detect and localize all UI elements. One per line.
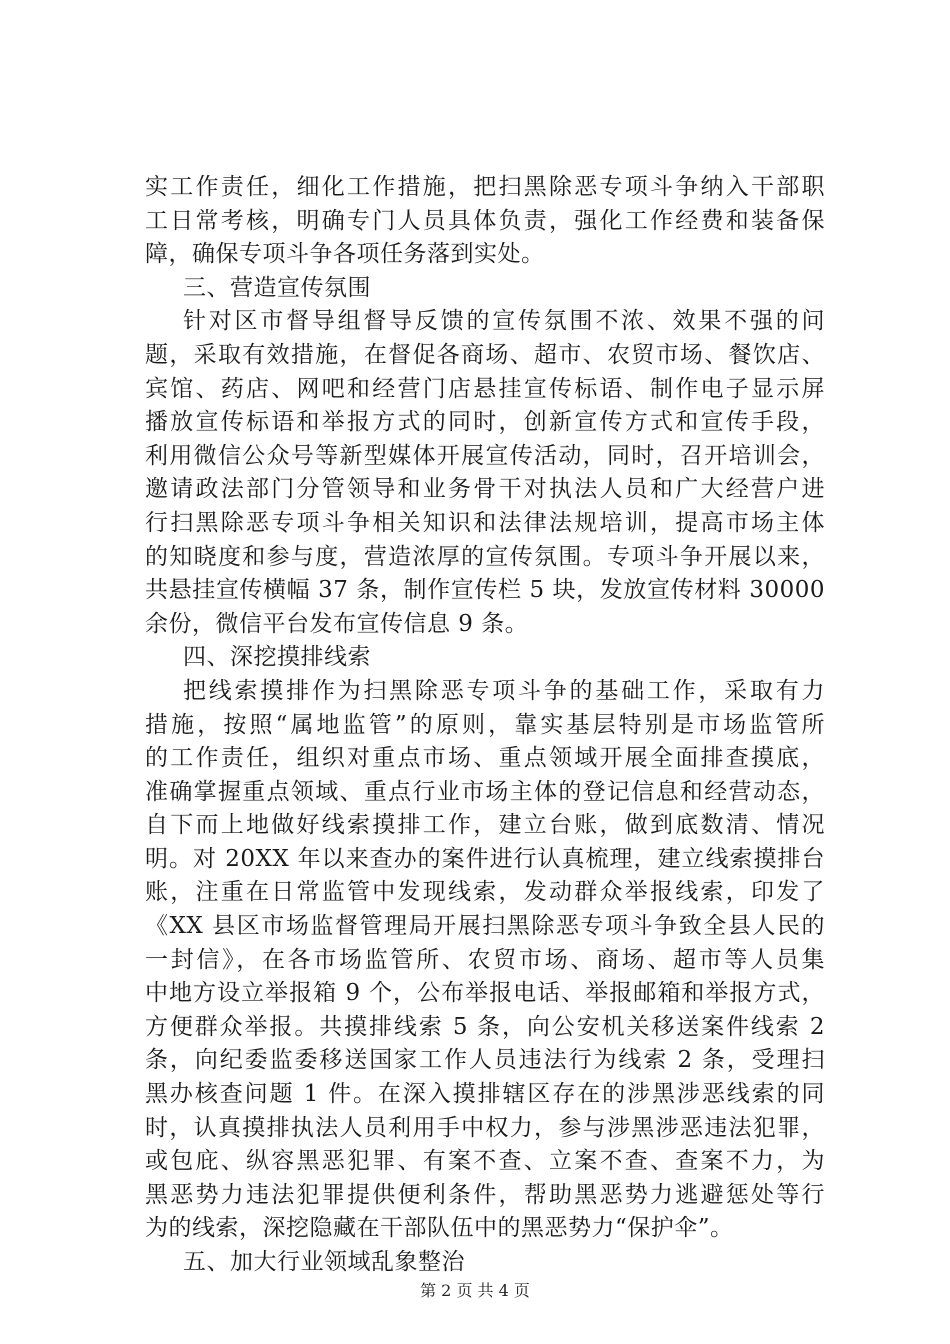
paragraph-line-indented: 针对区市督导组督导反馈的宣传氛围不浓、效果不强的问 — [183, 308, 825, 335]
paragraph-line: 一封信》，在各市场监管所、农贸市场、商场、超市等人员集 — [145, 946, 825, 973]
paragraph-line: 明。对 20XX 年以来查办的案件进行认真梳理，建立线索摸排台 — [145, 845, 825, 872]
paragraph-line: 余份，微信平台发布宣传信息 9 条。 — [145, 610, 529, 637]
paragraph-line: 自下而上地做好线索摸排工作，建立台账，做到底数清、情况 — [145, 812, 825, 839]
document-body — [145, 171, 825, 1280]
paragraph-line: 工日常考核，明确专门人员具体负责，强化工作经费和装备保 — [145, 207, 825, 234]
paragraph-line: 《XX 县区市场监督管理局开展扫黑除恶专项斗争致全县人民的 — [145, 913, 825, 940]
paragraph-line: 时，认真摸排执法人员利用手中权力，参与涉黑涉恶违法犯罪， — [145, 1114, 825, 1141]
paragraph-line: 账，注重在日常监管中发现线索，发动群众举报线索，印发了 — [145, 879, 825, 906]
paragraph-line: 的工作责任，组织对重点市场、重点领域开展全面排查摸底， — [145, 745, 825, 772]
paragraph-line: 行扫黑除恶专项斗争相关知识和法律法规培训，提高市场主体 — [145, 509, 825, 536]
paragraph-line: 利用微信公众号等新型媒体开展宣传活动，同时，召开培训会， — [145, 442, 825, 469]
paragraph-line: 措施，按照“属地监管”的原则，靠实基层特别是市场监管所 — [145, 711, 825, 738]
paragraph-line: 黑办核查问题 1 件。在深入摸排辖区存在的涉黑涉恶线索的同 — [145, 1081, 825, 1108]
paragraph-line: 实工作责任，细化工作措施，把扫黑除恶专项斗争纳入干部职 — [145, 174, 825, 200]
paragraph-line: 方便群众举报。共摸排线索 5 条，向公安机关移送案件线索 2 — [145, 1013, 825, 1040]
paragraph-line: 条，向纪委监委移送国家工作人员违法行为线索 2 条，受理扫 — [145, 1047, 825, 1074]
paragraph-line-indented: 把线索摸排作为扫黑除恶专项斗争的基础工作，采取有力 — [183, 677, 825, 704]
paragraph-line: 黑恶势力违法犯罪提供便利条件，帮助黑恶势力逃避惩处等行 — [145, 1181, 825, 1208]
paragraph-line: 题，采取有效措施，在督促各商场、超市、农贸市场、餐饮店、 — [145, 341, 825, 368]
paragraph-line-indented: 三、营造宣传氛围 — [183, 274, 371, 301]
paragraph-line: 播放宣传标语和举报方式的同时，创新宣传方式和宣传手段， — [145, 409, 825, 436]
paragraph-line: 宾馆、药店、网吧和经营门店悬挂宣传标语、制作电子显示屏 — [145, 375, 825, 402]
paragraph-line: 或包庇、纵容黑恶犯罪、有案不查、立案不查、查案不力，为 — [145, 1148, 825, 1175]
page-footer: 第 2 页 共 4 页 — [420, 1281, 530, 1300]
paragraph-line-indented: 五、加大行业领域乱象整治 — [183, 1249, 465, 1275]
paragraph-line-indented: 四、深挖摸排线索 — [183, 644, 371, 671]
paragraph-line: 为的线索，深挖隐藏在干部队伍中的黑恶势力“保护伞”。 — [145, 1215, 734, 1242]
paragraph-line: 的知晓度和参与度，营造浓厚的宣传氛围。专项斗争开展以来， — [145, 543, 825, 570]
paragraph-line: 共悬挂宣传横幅 37 条，制作宣传栏 5 块，发放宣传材料 30000 — [145, 577, 825, 604]
paragraph-line: 中地方设立举报箱 9 个，公布举报电话、举报邮箱和举报方式， — [145, 980, 825, 1007]
paragraph-line: 邀请政法部门分管领导和业务骨干对执法人员和广大经营户进 — [145, 476, 825, 503]
paragraph-line: 障，确保专项斗争各项任务落到实处。 — [145, 241, 545, 268]
paragraph-line: 准确掌握重点领域、重点行业市场主体的登记信息和经营动态， — [145, 778, 825, 805]
